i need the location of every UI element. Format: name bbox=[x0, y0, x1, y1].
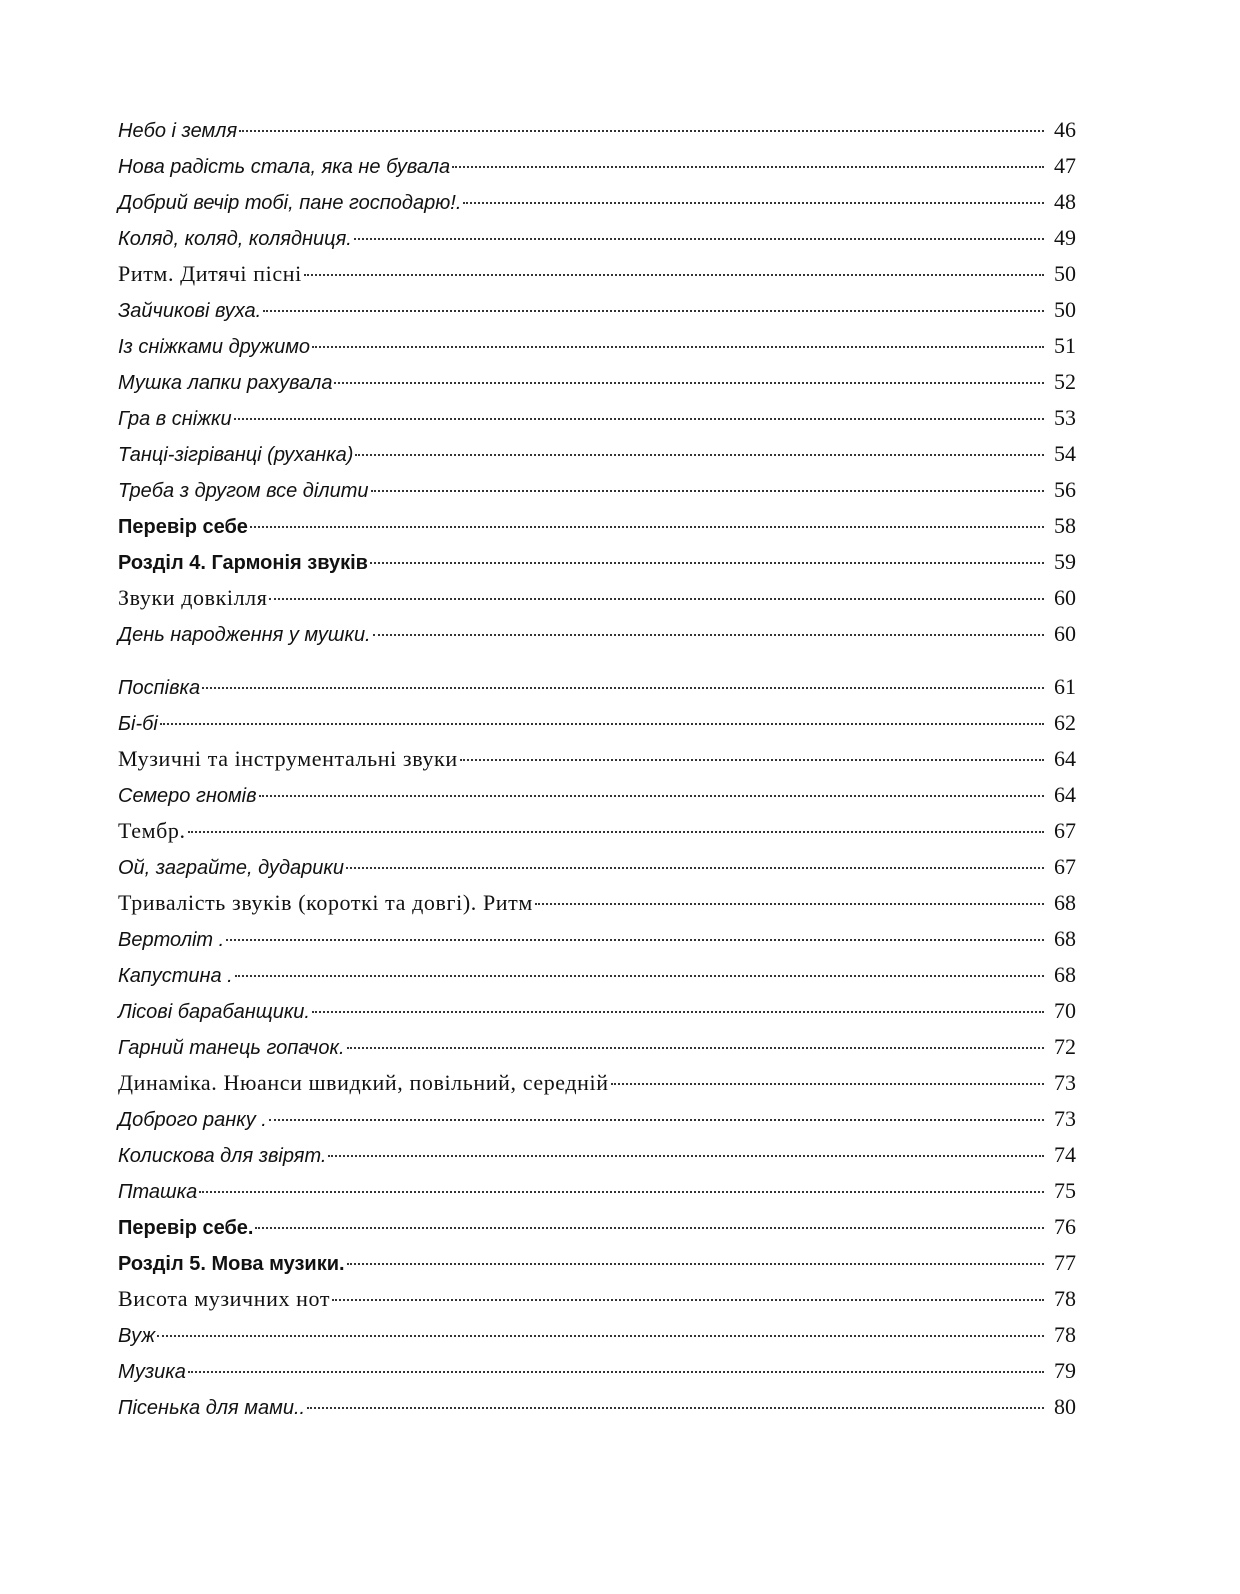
dot-leader bbox=[354, 238, 1044, 240]
dot-leader bbox=[452, 166, 1044, 168]
toc-entry-title: Гарний танець гопачок. bbox=[118, 1037, 345, 1059]
toc-entry[interactable] bbox=[118, 849, 1076, 885]
toc-entry-page-number: 59 bbox=[1054, 549, 1076, 574]
toc-entry-page-number: 75 bbox=[1054, 1178, 1076, 1203]
toc-entry-title: Тембр. bbox=[118, 818, 186, 843]
toc-entry[interactable] bbox=[118, 220, 1076, 256]
dot-leader bbox=[202, 687, 1044, 689]
toc-entry-page-number: 64 bbox=[1054, 782, 1076, 807]
toc-entry-page-number: 68 bbox=[1054, 962, 1076, 987]
dot-leader bbox=[304, 274, 1044, 276]
toc-entry-page-number: 54 bbox=[1054, 441, 1076, 466]
toc-entry-page-number: 60 bbox=[1054, 621, 1076, 646]
toc-entry-page-number: 64 bbox=[1054, 746, 1076, 771]
toc-entry[interactable] bbox=[118, 364, 1076, 400]
toc-entry-title: Музичні та інструментальні звуки bbox=[118, 746, 458, 771]
toc-entry[interactable] bbox=[118, 813, 1076, 849]
dot-leader bbox=[239, 130, 1044, 132]
dot-leader bbox=[234, 418, 1044, 420]
toc-entry-page-number: 79 bbox=[1054, 1358, 1076, 1383]
toc-entry-title: Розділ 4. Гармонія звуків bbox=[118, 552, 368, 574]
toc-entry-title: Розділ 5. Мова музики. bbox=[118, 1253, 345, 1275]
toc-entry[interactable] bbox=[118, 1065, 1076, 1101]
toc-entry-title: Пташка bbox=[118, 1181, 198, 1203]
toc-entry[interactable] bbox=[118, 400, 1076, 436]
table-of-contents bbox=[118, 112, 1076, 1425]
toc-entry[interactable] bbox=[118, 993, 1076, 1029]
toc-entry[interactable] bbox=[118, 580, 1076, 616]
toc-entry-title: Добрий вечір тобі, пане господарю!. bbox=[118, 192, 462, 214]
toc-entry-page-number: 52 bbox=[1054, 369, 1076, 394]
toc-entry[interactable] bbox=[118, 1209, 1076, 1245]
toc-entry-title: Бі-бі bbox=[118, 713, 158, 735]
dot-leader bbox=[263, 310, 1044, 312]
toc-entry-title: Нова радість стала, яка не бувала bbox=[118, 156, 451, 178]
toc-entry[interactable] bbox=[118, 112, 1076, 148]
toc-entry-page-number: 47 bbox=[1054, 153, 1076, 178]
dot-leader bbox=[347, 1047, 1045, 1049]
dot-leader bbox=[269, 598, 1044, 600]
toc-entry[interactable] bbox=[118, 957, 1076, 993]
toc-entry-title: Ой, заграйте, дударики bbox=[118, 857, 344, 879]
toc-entry-title: Звуки довкілля bbox=[118, 585, 268, 610]
toc-entry-title: Доброго ранку . bbox=[118, 1109, 267, 1131]
toc-entry-page-number: 72 bbox=[1054, 1034, 1076, 1059]
dot-leader bbox=[535, 903, 1044, 905]
toc-entry[interactable] bbox=[118, 741, 1076, 777]
toc-entry-page-number: 73 bbox=[1054, 1070, 1076, 1095]
toc-entry[interactable] bbox=[118, 777, 1076, 813]
toc-entry-page-number: 53 bbox=[1054, 405, 1076, 430]
dot-leader bbox=[370, 562, 1044, 564]
toc-entry[interactable] bbox=[118, 328, 1076, 364]
dot-leader bbox=[460, 759, 1044, 761]
dot-leader bbox=[312, 346, 1044, 348]
toc-entry[interactable] bbox=[118, 921, 1076, 957]
toc-entry[interactable] bbox=[118, 705, 1076, 741]
toc-entry[interactable] bbox=[118, 436, 1076, 472]
toc-entry-page-number: 60 bbox=[1054, 585, 1076, 610]
dot-leader bbox=[188, 831, 1044, 833]
toc-entry[interactable] bbox=[118, 1137, 1076, 1173]
dot-leader bbox=[226, 939, 1044, 941]
toc-entry[interactable] bbox=[118, 1173, 1076, 1209]
dot-leader bbox=[328, 1155, 1044, 1157]
dot-leader bbox=[235, 975, 1044, 977]
toc-entry[interactable] bbox=[118, 256, 1076, 292]
dot-leader bbox=[611, 1083, 1044, 1085]
dot-leader bbox=[188, 1371, 1044, 1373]
toc-entry[interactable] bbox=[118, 616, 1076, 652]
toc-entry-title: Мушка лапки рахувала bbox=[118, 372, 333, 394]
toc-entry[interactable] bbox=[118, 148, 1076, 184]
toc-entry-title: Зайчикові вуха. bbox=[118, 300, 262, 322]
toc-entry-title: Семеро гномів bbox=[118, 785, 257, 807]
toc-entry-page-number: 68 bbox=[1054, 890, 1076, 915]
dot-leader bbox=[312, 1011, 1044, 1013]
dot-leader bbox=[250, 526, 1044, 528]
toc-entry-page-number: 49 bbox=[1054, 225, 1076, 250]
toc-entry-title: Висота музичних нот bbox=[118, 1286, 331, 1311]
toc-entry-page-number: 58 bbox=[1054, 513, 1076, 538]
toc-entry-title: Танці-зігріванці (руханка) bbox=[118, 444, 354, 466]
toc-entry-page-number: 61 bbox=[1054, 674, 1076, 699]
toc-entry-page-number: 74 bbox=[1054, 1142, 1076, 1167]
toc-entry-title: Вертоліт . bbox=[118, 929, 225, 951]
dot-leader bbox=[199, 1191, 1044, 1193]
toc-entry-title: Музика bbox=[118, 1361, 186, 1383]
toc-entry[interactable] bbox=[118, 669, 1076, 705]
toc-entry-page-number: 46 bbox=[1054, 117, 1076, 142]
toc-entry-page-number: 78 bbox=[1054, 1322, 1076, 1347]
toc-entry[interactable] bbox=[118, 184, 1076, 220]
toc-entry[interactable] bbox=[118, 1389, 1076, 1425]
toc-entry-page-number: 68 bbox=[1054, 926, 1076, 951]
toc-entry-page-number: 50 bbox=[1054, 261, 1076, 286]
toc-entry-title: Із сніжками дружимо bbox=[118, 336, 311, 358]
dot-leader bbox=[255, 1227, 1044, 1229]
dot-leader bbox=[463, 202, 1044, 204]
toc-entry[interactable] bbox=[118, 1101, 1076, 1137]
toc-entry-page-number: 78 bbox=[1054, 1286, 1076, 1311]
toc-entry[interactable] bbox=[118, 1245, 1076, 1281]
toc-entry-page-number: 76 bbox=[1054, 1214, 1076, 1239]
toc-entry[interactable] bbox=[118, 472, 1076, 508]
toc-entry-page-number: 67 bbox=[1054, 818, 1076, 843]
dot-leader bbox=[269, 1119, 1044, 1121]
toc-entry-page-number: 80 bbox=[1054, 1394, 1076, 1419]
toc-entry-title: Небо і земля bbox=[118, 120, 238, 142]
toc-entry-title: Динаміка. Нюанси швидкий, повільний, середній bbox=[118, 1070, 609, 1095]
toc-entry[interactable] bbox=[118, 1317, 1076, 1353]
toc-entry-title: Ритм. Дитячі пісні bbox=[118, 261, 302, 286]
dot-leader bbox=[355, 454, 1044, 456]
toc-entry-title: Вуж bbox=[118, 1325, 156, 1347]
dot-leader bbox=[259, 795, 1044, 797]
toc-entry-page-number: 51 bbox=[1054, 333, 1076, 358]
toc-entry-title: Перевір себе. bbox=[118, 1217, 254, 1239]
toc-entry[interactable] bbox=[118, 544, 1076, 580]
dot-leader bbox=[332, 1299, 1044, 1301]
toc-entry-title: Колискова для звірят. bbox=[118, 1145, 327, 1167]
toc-entry-title: Поспівка bbox=[118, 677, 201, 699]
dot-leader bbox=[160, 723, 1044, 725]
toc-entry-title: Капустина . bbox=[118, 965, 233, 987]
toc-entry-title: Гра в сніжки bbox=[118, 408, 232, 430]
toc-entry-page-number: 62 bbox=[1054, 710, 1076, 735]
dot-leader bbox=[157, 1335, 1044, 1337]
dot-leader bbox=[373, 634, 1044, 636]
toc-entry[interactable] bbox=[118, 1281, 1076, 1317]
toc-entry[interactable] bbox=[118, 1353, 1076, 1389]
dot-leader bbox=[307, 1407, 1044, 1409]
toc-entry-page-number: 67 bbox=[1054, 854, 1076, 879]
toc-entry-title: Лісові барабанщики. bbox=[118, 1001, 310, 1023]
dot-leader bbox=[371, 490, 1045, 492]
toc-entry[interactable] bbox=[118, 508, 1076, 544]
toc-entry-title: День народження у мушки. bbox=[118, 624, 371, 646]
dot-leader bbox=[334, 382, 1044, 384]
dot-leader bbox=[347, 1263, 1044, 1265]
toc-entry[interactable] bbox=[118, 1029, 1076, 1065]
toc-entry-page-number: 56 bbox=[1054, 477, 1076, 502]
toc-entry-title: Перевір себе bbox=[118, 516, 248, 538]
toc-entry-title: Треба з другом все ділити bbox=[118, 480, 369, 502]
toc-entry-page-number: 77 bbox=[1054, 1250, 1076, 1275]
toc-entry-title: Пісенька для мами.. bbox=[118, 1397, 306, 1419]
toc-entry-page-number: 70 bbox=[1054, 998, 1076, 1023]
toc-entry-page-number: 48 bbox=[1054, 189, 1076, 214]
toc-entry-page-number: 50 bbox=[1054, 297, 1076, 322]
toc-entry-page-number: 73 bbox=[1054, 1106, 1076, 1131]
toc-entry-title: Тривалість звуків (короткі та довгі). Ритм bbox=[118, 890, 533, 915]
toc-entry[interactable] bbox=[118, 292, 1076, 328]
dot-leader bbox=[346, 867, 1044, 869]
toc-entry[interactable] bbox=[118, 885, 1076, 921]
toc-entry-title: Коляд, коляд, колядниця. bbox=[118, 228, 352, 250]
